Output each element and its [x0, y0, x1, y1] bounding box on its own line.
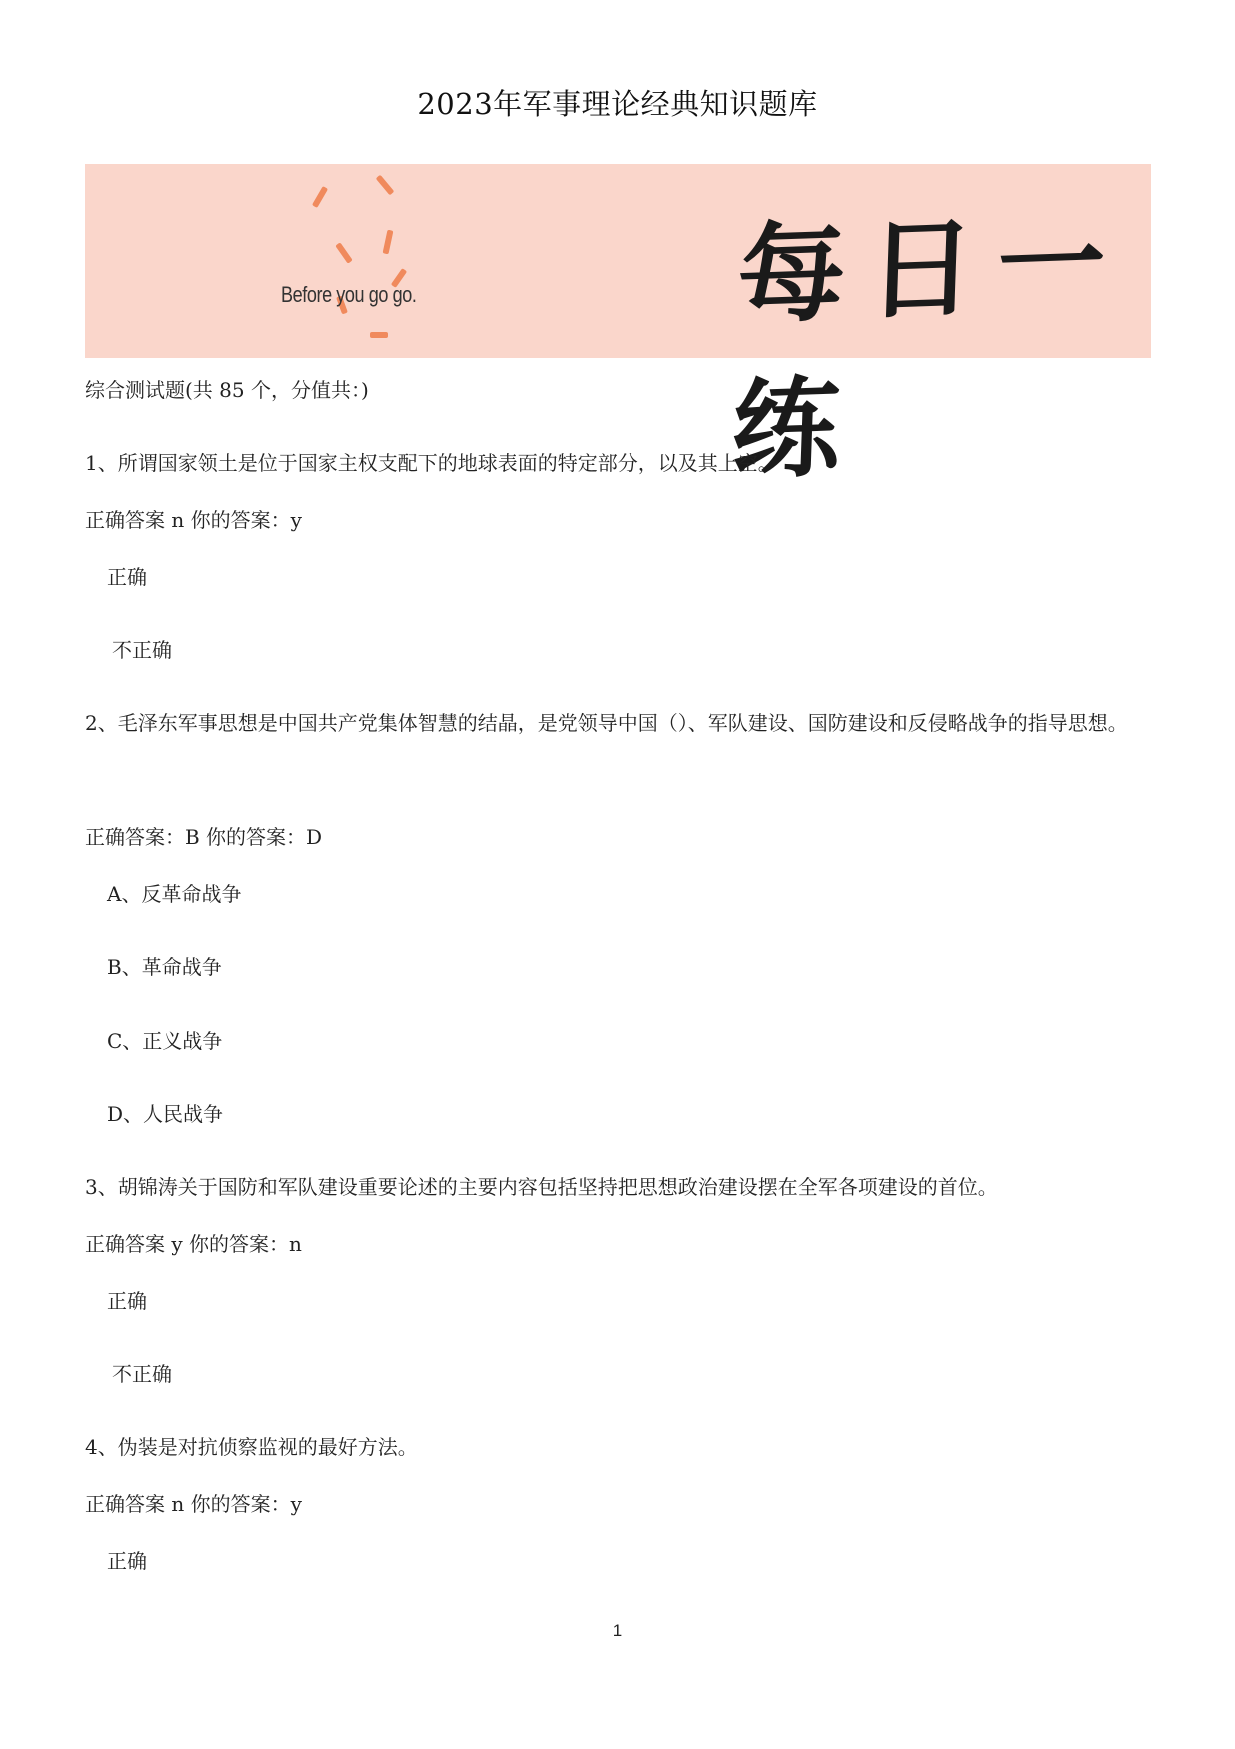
question-2-option-a: A、反革命战争: [107, 882, 242, 906]
question-4-answer: 正确答案 n 你的答案：y: [85, 1492, 302, 1516]
question-3-option: 不正确: [112, 1362, 172, 1386]
question-4-option: 正确: [107, 1549, 147, 1573]
document-title: 2023年军事理论经典知识题库: [417, 87, 818, 121]
question-3-text: 3、胡锦涛关于国防和军队建设重要论述的主要内容包括坚持把思想政治建设摆在全军各项建设的首位。: [85, 1175, 998, 1199]
question-2-option-b: B、革命战争: [107, 955, 222, 979]
banner-calligraphy: 每日一练: [729, 200, 1130, 495]
page-number: 1: [612, 1621, 623, 1640]
question-1-option: 不正确: [112, 638, 172, 662]
banner-tagline: Before you go go.: [281, 282, 417, 307]
question-2-option-c: C、正义战争: [107, 1029, 223, 1053]
question-4-text: 4、伪装是对抗侦察监视的最好方法。: [85, 1435, 418, 1459]
question-1-option: 正确: [107, 565, 147, 589]
question-2-option-d: D、人民战争: [107, 1102, 224, 1126]
question-3-option: 正确: [107, 1289, 147, 1313]
question-2-text: 2、毛泽东军事思想是中国共产党集体智慧的结晶，是党领导中国（）、军队建设、国防建设和反侵略战争的指导思想。: [85, 711, 1128, 735]
question-1-answer: 正确答案 n 你的答案：y: [85, 508, 302, 532]
question-3-answer: 正确答案 y 你的答案：n: [85, 1232, 302, 1256]
question-2-answer: 正确答案：B 你的答案：D: [85, 825, 323, 849]
question-1-text: 1、所谓国家领土是位于国家主权支配下的地球表面的特定部分，以及其上空。: [85, 451, 778, 475]
quiz-intro: 综合测试题(共 85 个，分值共：): [85, 378, 369, 402]
